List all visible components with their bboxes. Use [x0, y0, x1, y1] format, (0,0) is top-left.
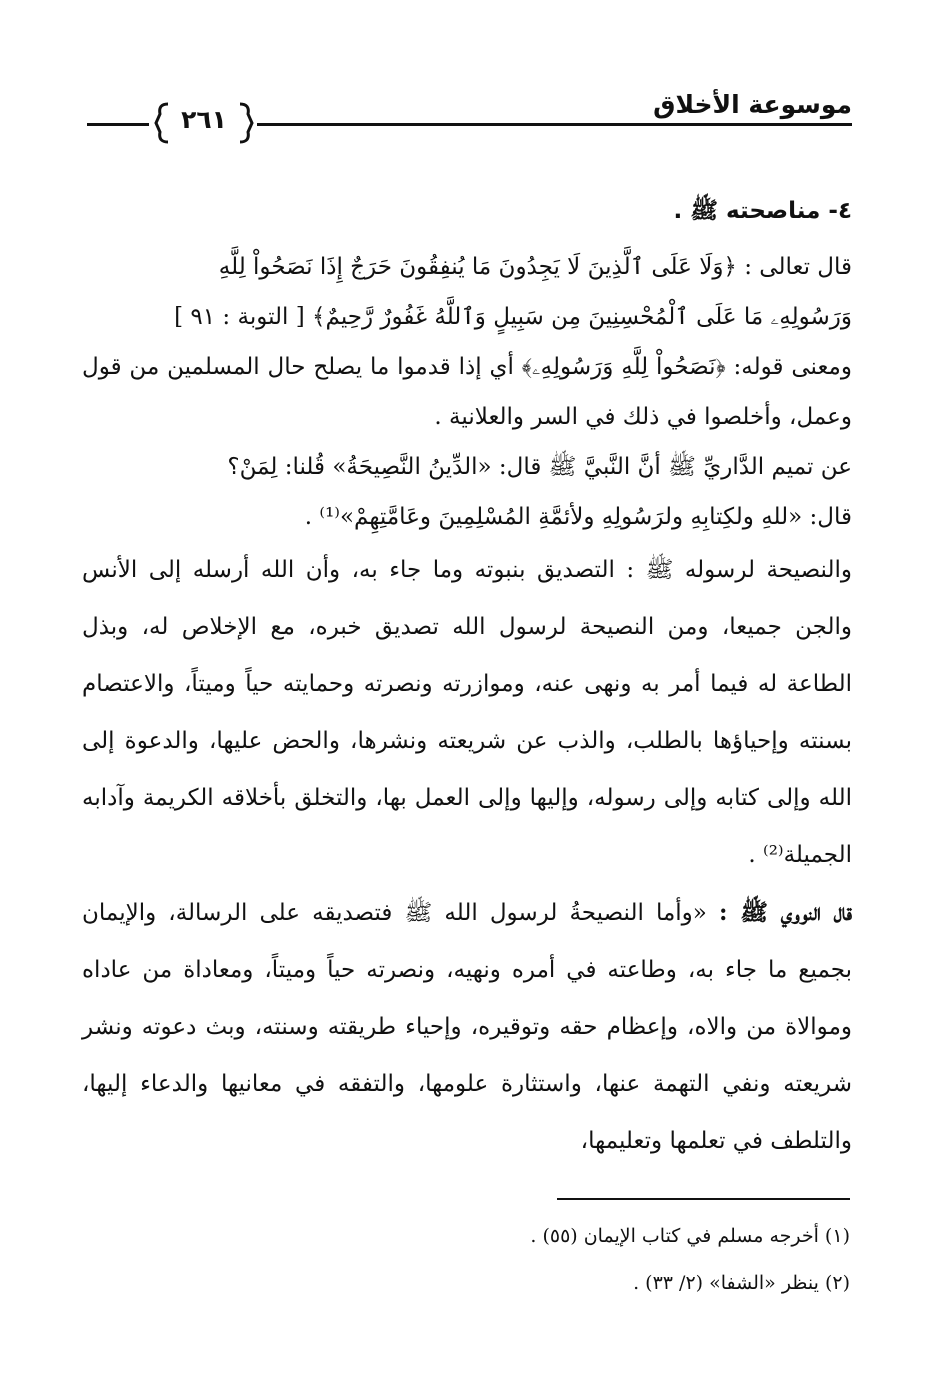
hadith-line-1: عن تميم الدَّاريِّ ﷺ أنَّ النَّبيَّ ﷺ قال: «الدِّينُ النَّصِيحَةُ» قُلنا: لِمَنْ؟ [227, 454, 852, 480]
paragraph-nasiha: والنصيحة لرسوله ﷺ : التصديق بنبوته وما جاء به، وأن الله أرسله إلى الأنس والجن جميعا، ومن النصيحة لرسول الله تصديق خبره، مع الإخلاص له، وبذل الطاعة له فيما أمر به ونهى عنه، وموازرته ونصرته وحمايته حياً وميتاً، والاعتصام بسنته وإحياؤها بالطلب، والذب عن شريعته ونشرها، والحض عليها، والدعوة إلى الله وإلى كتابه وإلى رسوله، وإليها وإلى العمل بها، والتخلق بأخلاقه الكريمة وآدابه الجميلة⁽²⁾ . [82, 557, 852, 868]
section-heading: ٤- مناصحته ﷺ . [673, 198, 852, 224]
footnote-separator [557, 1198, 850, 1200]
footnotes [80, 1213, 850, 1307]
header-rule-left [87, 123, 149, 126]
paragraph-nawawi [82, 884, 852, 1170]
running-title: موسوعة الأخلاق [653, 90, 852, 119]
main-text [82, 180, 852, 1170]
footnote-1: (١) أخرجه مسلم في كتاب الإيمان (٥٥) . [530, 1225, 850, 1247]
footnote-2: (٢) ينظر «الشفا» (٢/ ٣٣) . [633, 1272, 850, 1294]
paragraph-meaning: ومعنى قوله: ﴿نَصَحُواْ لِلَّهِ وَرَسُولِهِۦ﴾ أي إذا قدموا ما يصلح حال المسلمين من قول وعمل، وأخلصوا في ذلك في السر والعلانية . [82, 354, 852, 430]
verse-line-1: قال تعالى : ﴿وَلَا عَلَى ٱلَّذِينَ لَا يَجِدُونَ مَا يُنفِقُونَ حَرَجٌ إِذَا نَصَحُواْ لِلَّهِ [218, 254, 852, 280]
nawawi-lead: قال النووي ﷺ : [718, 899, 852, 926]
verse-line-2: وَرَسُولِهِۦ مَا عَلَى ٱلْمُحْسِنِينَ مِن سَبِيلٍ وَٱللَّهُ غَفُورٌ رَّحِيمٌ﴾ [ التوبة : ٩١ ] [174, 304, 852, 330]
hadith-line-2: قال: «للهِ ولكِتابِهِ ولرَسُولِهِ ولأئمَّةِ المُسْلِمِينَ وعَامَّتِهِمْ»⁽¹⁾ . [304, 504, 852, 530]
nawawi-quote: «وأما النصيحةُ لرسول الله ﷺ فتصديقه على الرسالة، والإيمان بجميع ما جاء به، وطاعته في أمره ونهيه، ونصرته حياً وميتاً، ومعاداة من عاداه وموالاة من والاه، وإعظام حقه وتوقيره، وإحياء طريقته وسنته، وبث دعوته ونشر شريعته ونفي التهمة عنها، واستثارة علومها، والتفقه في معانيها والدعاء إليها، والتلطف في تعلمها وتعليمها، [82, 900, 852, 1154]
page-number: ٢٦١ [181, 105, 227, 134]
header-rule [257, 123, 852, 126]
page-header [82, 90, 852, 140]
page-number-frame [154, 100, 254, 146]
